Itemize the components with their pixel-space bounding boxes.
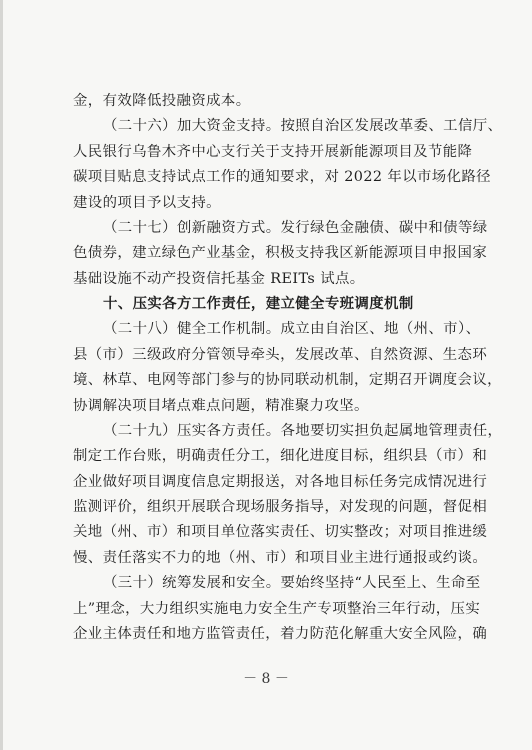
text-line: 基础设施不动产投资信托基金 REITs 试点。 (73, 270, 365, 287)
text-line: 境、林草、电网等部门参与的协同联动机制，定期召开调度会议， (73, 372, 502, 389)
text-line: 关地（州、市）和项目单位落实责任、切实整改；对项目推进缓 (73, 524, 488, 541)
text-line: 上”理念，大力组织实施电力安全生产专项整治三年行动，压实 (73, 600, 481, 617)
section-heading: 十、压实各方工作责任，建立健全专班调度机制 (103, 296, 414, 313)
text-line: 碳项目贴息支持试点工作的通知要求，对 2022 年以市场化路径 (73, 169, 491, 186)
text-line: （三十）统筹发展和安全。要始终坚持“人民至上、生命至 (103, 575, 481, 592)
text-line: 慢、责任落实不力的地（州、市）和项目业主进行通报或约谈。 (73, 549, 488, 566)
text-line: （二十六）加大资金支持。按照自治区发展改革委、工信厅、 (103, 118, 503, 135)
text-line: （二十八）健全工作机制。成立由自治区、地（州、市）、 (103, 321, 481, 338)
text-line: 金，有效降低投融资成本。 (73, 93, 251, 109)
text-line: 县（市）三级政府分管领导牵头，发展改革、自然资源、生态环 (73, 346, 488, 363)
text-line: 企业做好项目调度信息定期报送，对各地目标任务完成情况进行 (73, 473, 488, 490)
page-number: － 8 － (243, 671, 289, 687)
text-line: （二十七）创新融资方式。发行绿色金融债、碳中和债等绿 (103, 219, 488, 236)
text-line: 建设的项目予以支持。 (73, 194, 221, 211)
text-line: 色债券，建立绿色产业基金，积极支持我区新能源项目申报国家 (73, 245, 488, 262)
text-line: 协调解决项目堵点难点问题，精准聚力攻坚。 (73, 397, 369, 414)
text-line: 监测评价，组织开展联合现场服务指导，对发现的问题，督促相 (73, 499, 488, 516)
text-line: 人民银行乌鲁木齐中心支行关于支持开展新能源项目及节能降 (73, 143, 473, 160)
text-line: （二十九）压实各方责任。各地要切实担负起属地管理责任， (103, 422, 503, 439)
text-line: 企业主体责任和地方监管责任，着力防范化解重大安全风险，确 (73, 626, 488, 642)
text-line: 制定工作台账，明确责任分工，细化进度目标，组织县（市）和 (73, 448, 488, 465)
